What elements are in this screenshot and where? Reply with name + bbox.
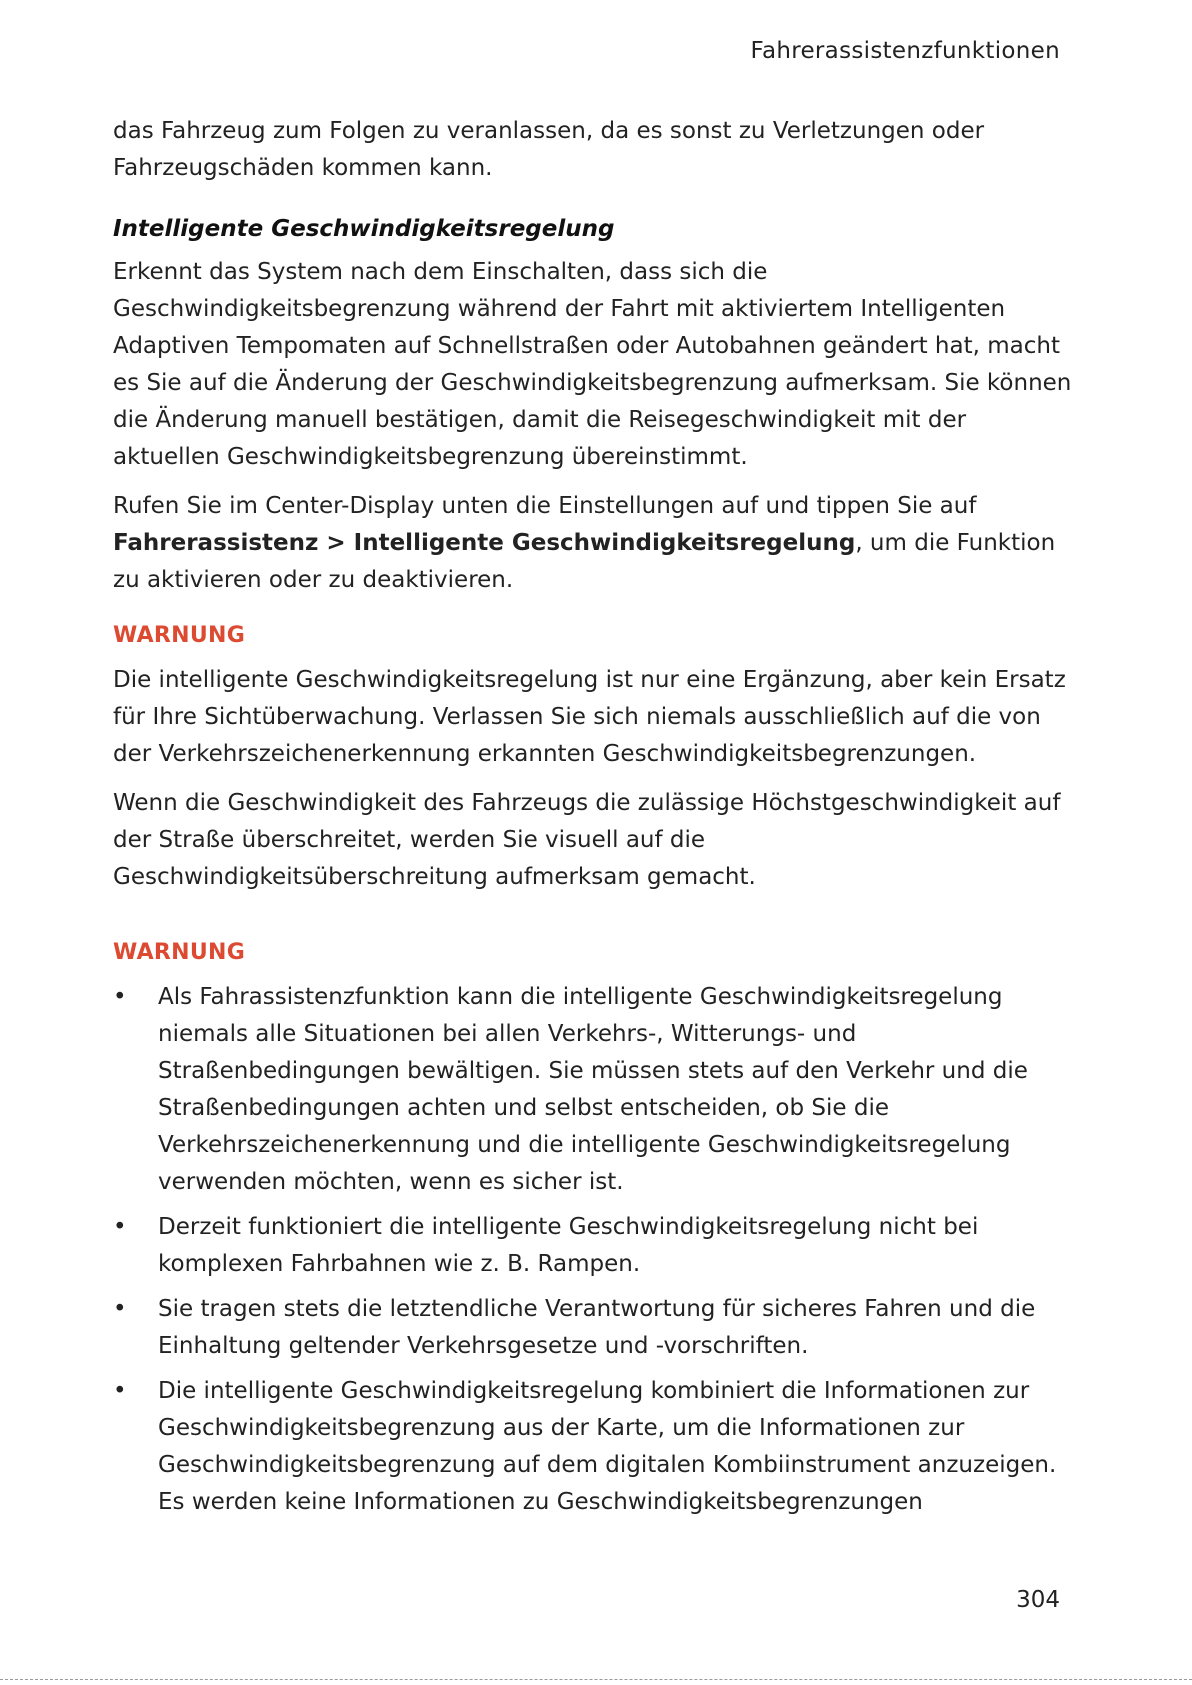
warning-1-text: Die intelligente Geschwindigkeitsregelung ist nur eine Ergänzung, aber kein Ersatz für Ihre Sichtüberwachung. Verlassen Sie sich niemals ausschließlich auf die von der Verkehrszeichenerkennung erkannten Geschwindigkeitsbegrenzungen.: [113, 667, 1066, 767]
list-item-text: Derzeit funktioniert die intelligente Geschwindigkeitsregelung nicht bei komplexen Fahrbahnen wie z. B. Rampen.: [158, 1214, 979, 1277]
bullet-icon: •: [113, 1296, 127, 1322]
list-item: [113, 979, 1073, 1201]
intro-paragraph: das Fahrzeug zum Folgen zu veranlassen, da es sonst zu Verletzungen oder Fahrzeugschäden kommen kann.: [113, 118, 985, 181]
page-number: 304: [1016, 1587, 1060, 1613]
page-content: [113, 113, 1073, 1529]
bullet-icon: •: [113, 984, 127, 1010]
section-title: Intelligente Geschwindigkeitsregelung: [113, 216, 615, 242]
overspeed-paragraph: Wenn die Geschwindigkeit des Fahrzeugs die zulässige Höchstgeschwindigkeit auf der Straße überschreitet, werden Sie visuell auf die Geschwindigkeitsüberschreitung aufmerksam gemacht.: [113, 790, 1061, 890]
list-item: [113, 1291, 1073, 1365]
running-header: Fahrerassistenzfunktionen: [750, 38, 1060, 64]
list-item: [113, 1209, 1073, 1283]
page-bottom-divider: [0, 1679, 1192, 1680]
warning-label-1: WARNUNG: [113, 623, 246, 648]
bullet-icon: •: [113, 1378, 127, 1404]
list-item: [113, 1373, 1073, 1521]
bullet-icon: •: [113, 1214, 127, 1240]
warning-2-list: [113, 979, 1073, 1521]
section-paragraph-2: [113, 488, 1073, 599]
paragraph-2-suffix: , um die Funktion zu aktivieren oder zu deaktivieren.: [113, 530, 1056, 593]
list-item-text: Als Fahrassistenzfunktion kann die intelligente Geschwindigkeitsregelung niemals alle Situationen bei allen Verkehrs-, Witterungs- und Straßenbedingungen bewältigen. Sie müssen stets auf den Verkehr und die Straßenbedingungen achten und selbst entscheiden, ob Sie die Verkehrszeichenerkennung und die intelligente Geschwindigkeitsregelung verwenden möchten, wenn es sicher ist.: [158, 984, 1028, 1195]
section-paragraph-1: Erkennt das System nach dem Einschalten, dass sich die Geschwindigkeitsbegrenzung während der Fahrt mit aktiviertem Intelligenten Adaptiven Tempomaten auf Schnellstraßen oder Autobahnen geändert hat, macht es Sie auf die Änderung der Geschwindigkeitsbegrenzung aufmerksam. Sie können die Änderung manuell bestätigen, damit die Reisegeschwindigkeit mit der aktuellen Geschwindigkeitsbegrenzung übereinstimmt.: [113, 259, 1072, 470]
settings-menu-path: Fahrerassistenz > Intelligente Geschwindigkeitsregelung: [113, 530, 856, 556]
paragraph-2-prefix: Rufen Sie im Center-Display unten die Einstellungen auf und tippen Sie auf: [113, 493, 977, 519]
warning-label-2: WARNUNG: [113, 940, 246, 965]
list-item-text: Die intelligente Geschwindigkeitsregelung kombiniert die Informationen zur Geschwindigkeitsbegrenzung aus der Karte, um die Informationen zur Geschwindigkeitsbegrenzung auf dem digitalen Kombiinstrument anzuzeigen. Es werden keine Informationen zu Geschwindigkeitsbegrenzungen: [158, 1378, 1057, 1515]
list-item-text: Sie tragen stets die letztendliche Verantwortung für sicheres Fahren und die Einhaltung geltender Verkehrsgesetze und -vorschriften.: [158, 1296, 1036, 1359]
